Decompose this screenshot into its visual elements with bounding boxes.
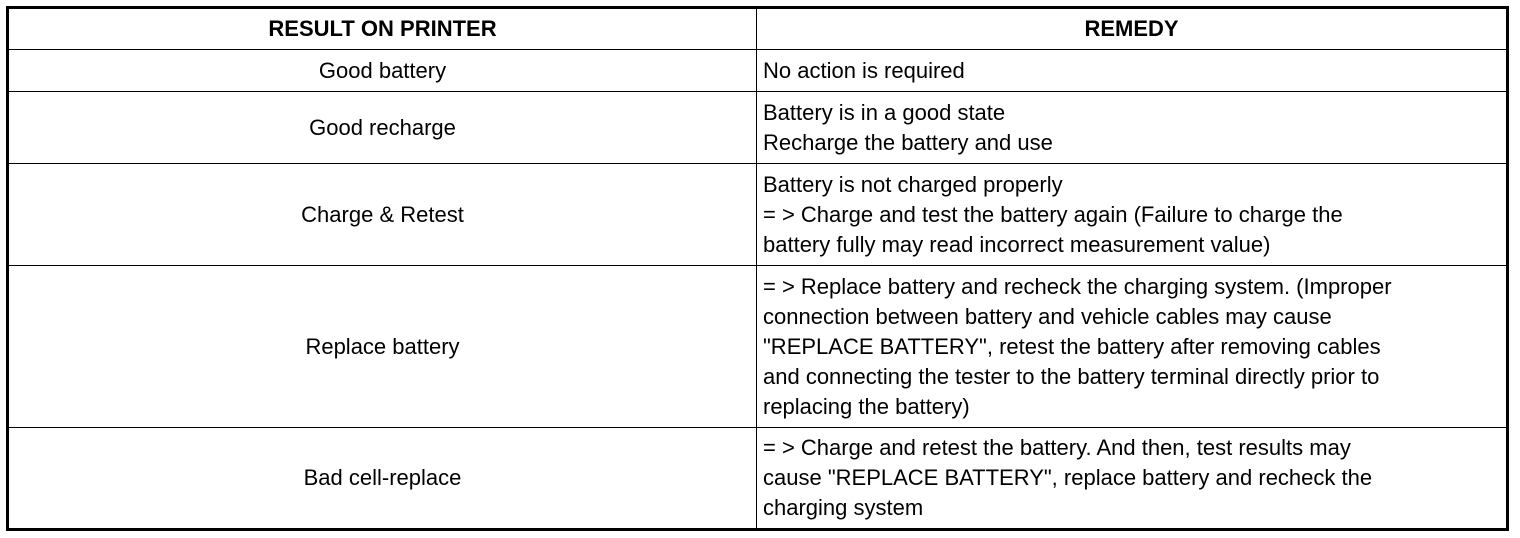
table-row	[8, 266, 1508, 428]
table-row	[8, 164, 1508, 266]
remedy-cell	[757, 428, 1508, 530]
result-cell: Good recharge	[8, 92, 757, 164]
result-cell: Bad cell-replace	[8, 428, 757, 530]
table-row	[8, 428, 1508, 530]
battery-test-remedy-table	[6, 6, 1509, 531]
remedy-line: battery fully may read incorrect measurement value)	[763, 231, 1271, 257]
remedy-line: Recharge the battery and use	[763, 129, 1053, 155]
remedy-line: Battery is not charged properly	[763, 171, 1063, 197]
remedy-line: connection between battery and vehicle cables may cause	[763, 303, 1332, 329]
result-cell: Charge & Retest	[8, 164, 757, 266]
remedy-line: = > Charge and test the battery again (Failure to charge the	[763, 201, 1343, 227]
remedy-cell	[757, 266, 1508, 428]
remedy-line: Battery is in a good state	[763, 99, 1006, 125]
column-header-remedy: REMEDY	[757, 8, 1508, 50]
remedy-line: = > Charge and retest the battery. And then, test results may	[763, 435, 1351, 460]
table-header-row	[8, 8, 1508, 50]
table-row	[8, 50, 1508, 92]
remedy-line: = > Replace battery and recheck the charging system. (Improper	[763, 273, 1392, 299]
remedy-line: charging system	[763, 495, 924, 520]
remedy-line: "REPLACE BATTERY", retest the battery after removing cables	[763, 333, 1381, 359]
remedy-line: cause "REPLACE BATTERY", replace battery and recheck the	[763, 465, 1373, 490]
remedy-line: No action is required	[763, 57, 965, 83]
remedy-line: replacing the battery)	[763, 393, 970, 419]
result-cell: Good battery	[8, 50, 757, 92]
remedy-cell	[757, 92, 1508, 164]
table-row	[8, 92, 1508, 164]
remedy-line: and connecting the tester to the battery terminal directly prior to	[763, 363, 1380, 389]
remedy-cell	[757, 50, 1508, 92]
column-header-result: RESULT ON PRINTER	[8, 8, 757, 50]
remedy-cell	[757, 164, 1508, 266]
result-cell: Replace battery	[8, 266, 757, 428]
